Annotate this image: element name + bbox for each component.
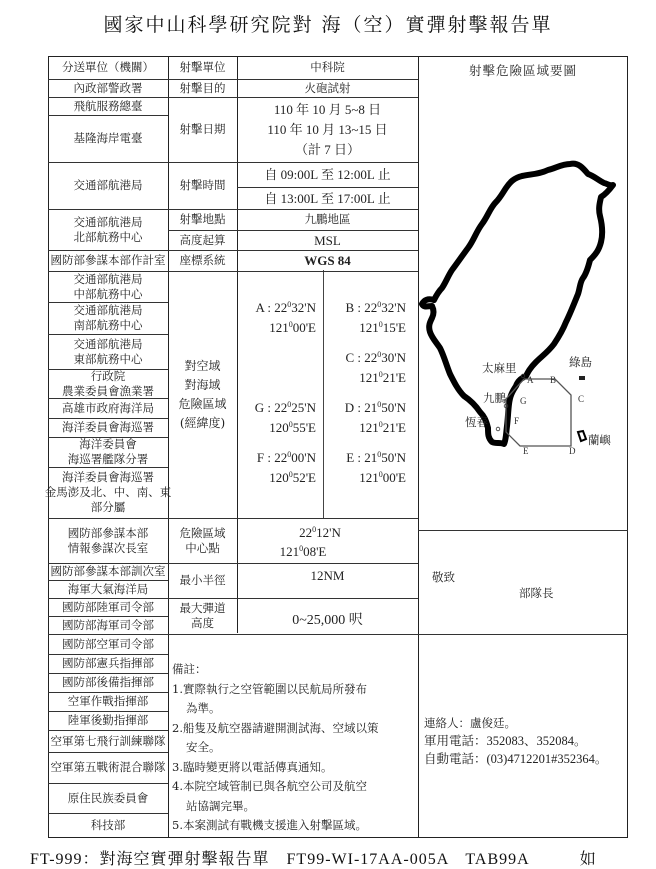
lon-min: 21'E (382, 370, 406, 385)
map-point-B: B (550, 375, 557, 385)
point-id: D (344, 400, 355, 415)
map-title: 射擊危險區域要圖 (468, 63, 577, 78)
date-total: （計 7 日） (294, 141, 360, 157)
purpose-label: 射擊目的 (179, 80, 226, 95)
altitude-ref-value: MSL (314, 232, 341, 248)
max-altitude-value: 0~25,000 呎 (292, 612, 363, 628)
unit-value: 中科院 (310, 60, 345, 74)
lat-min: 32'N (381, 300, 406, 315)
dist-unit (48, 369, 168, 398)
location-label: 射擊地點 (179, 212, 226, 226)
dist-unit (48, 271, 168, 302)
dist-unit-line: 海巡署艦隊分署 (67, 452, 149, 466)
remark-item: 3.臨時變更將以電話傳真通知。 (172, 759, 333, 774)
dist-unit-line: 海洋委員會海巡署 (62, 470, 154, 484)
date-line-1: 110 年 10 月 5~8 日 (273, 101, 382, 117)
lat-min: 50'N (381, 400, 406, 415)
lat-deg: 22 (364, 350, 378, 365)
coord-point-F: F : $22^000'N$ $120^052'E$ (256, 450, 316, 485)
lat-min: 30'N (381, 350, 406, 365)
remark-item: 4.本院空域管制已與各航空公司及航空 (172, 779, 367, 793)
lon-deg: 120 (269, 470, 289, 485)
dist-unit: 國防部後備指揮部 (62, 675, 154, 689)
remark-item: 2.船隻及航空器請避開測試海、空域以策 (172, 720, 379, 735)
coord-col-divider (323, 270, 324, 518)
lat-deg: 21 (364, 400, 378, 415)
contact-person: 連絡人：盧俊廷。 (424, 716, 516, 730)
point-id: C (345, 350, 355, 365)
lon-min: 55'E (292, 420, 316, 435)
map-label-jiupeng: 九鵬 (483, 391, 506, 405)
point-id: E (346, 450, 355, 465)
altitude-ref-label: 高度起算 (179, 232, 226, 247)
date-line-2: 110 年 10 月 13~15 日 (267, 121, 388, 137)
point-id: F (256, 450, 265, 465)
row-line (418, 530, 628, 531)
document-title: 國家中山科學研究院對 海（空）實彈射擊報告單 (103, 14, 553, 36)
center-lon: $121^008'E$ (279, 544, 327, 559)
max-alt-label-line: 最大彈道 (179, 601, 226, 615)
dist-unit: 國防部海軍司令部 (62, 617, 154, 632)
dist-unit: 海洋委員會海巡署 (62, 420, 154, 434)
dist-unit: 交通部航港局 (73, 178, 143, 192)
dist-unit-line: 金馬澎及北、中、南、東 (44, 485, 172, 499)
dist-unit-line: 部分屬 (90, 500, 126, 514)
dist-unit-line: 國防部參謀本部 (67, 525, 149, 540)
dist-unit-line: 東部航務中心 (73, 351, 143, 366)
map-point-F: F (514, 416, 520, 426)
map-point-D: D (569, 446, 576, 456)
map-point-C: C (578, 394, 585, 404)
center-lon-deg: 121 (279, 544, 300, 559)
dist-unit: 基隆海岸電臺 (73, 131, 143, 145)
map-label-taimali: 太麻里 (482, 361, 517, 375)
dist-unit (48, 209, 168, 250)
salutation-recipient: 部隊長 (519, 586, 554, 600)
dist-unit: 國防部陸軍司令部 (62, 599, 154, 614)
min-radius-label: 最小半徑 (179, 573, 226, 587)
row-line (418, 634, 628, 635)
dist-unit (48, 302, 168, 334)
dist-unit: 飛航服務總臺 (73, 98, 143, 113)
coord-system-label: 座標系統 (179, 253, 226, 267)
lon-deg: 121 (359, 370, 379, 385)
remarks (172, 660, 418, 836)
point-id: A (255, 300, 265, 315)
danger-zone-polygon (506, 379, 571, 446)
dist-unit (48, 518, 168, 563)
lon-deg: 121 (359, 320, 379, 335)
col-divider-1b (168, 633, 169, 838)
dist-unit-line: 交通部航港局 (73, 214, 143, 229)
dist-unit: 科技部 (90, 818, 126, 832)
salutation-respect: 敬致 (432, 570, 455, 584)
remark-item-cont: 為準。 (186, 701, 221, 715)
lat-deg: 22 (274, 400, 288, 415)
remarks-heading: 備註： (172, 662, 207, 676)
center-lat: $22^012'N$ (299, 525, 341, 540)
remark-item: 5.本案測試有戰機支援進入射擊區域。 (172, 818, 367, 832)
dist-unit: 國防部參謀本部訓次室 (50, 564, 166, 578)
dist-unit: 國防部空軍司令部 (62, 636, 154, 651)
dist-unit: 內政部警政署 (73, 80, 143, 95)
dist-unit: 陸軍後勤指揮部 (67, 713, 149, 727)
remark-item-cont: 站協調完畢。 (186, 798, 255, 813)
lon-deg: 120 (269, 420, 289, 435)
map-point-A: A (527, 375, 534, 385)
dist-unit (48, 437, 168, 467)
danger-zone-label-line: 危險區域 (178, 396, 227, 411)
lat-min: 25'N (291, 400, 316, 415)
map-label-orchid-island: 蘭嶼 (588, 433, 611, 447)
location-value: 九鵬地區 (304, 212, 351, 226)
lon-min: 52'E (292, 470, 316, 485)
time-slot-1: 自 09:00L 至 12:00L 止 (264, 167, 391, 182)
lon-deg: 121 (359, 470, 379, 485)
orchid-island-shape (578, 431, 586, 441)
danger-zone-map (418, 56, 628, 530)
dist-unit-line: 情報參謀次長室 (67, 540, 149, 555)
center-label-line: 中心點 (185, 540, 220, 555)
contact-info (424, 714, 607, 768)
point-id: B (345, 300, 355, 315)
green-island-shape (579, 376, 585, 380)
dist-unit-line: 交通部航港局 (73, 336, 143, 351)
remark-item: 1.實際執行之空管範圍以民航局所發布 (172, 681, 367, 696)
dist-unit-line: 海洋委員會 (79, 437, 137, 451)
dist-unit: 空軍作戰指揮部 (67, 694, 149, 708)
dist-unit: 原住民族委員會 (67, 790, 149, 805)
remark-item-cont: 安全。 (186, 740, 221, 754)
coord-point-A: A : $22^032'N$ $121^000'E$ (255, 300, 316, 335)
form-footer: FT-999：對海空實彈射擊報告單 FT99-WI-17AA-005A TAB99A 如 (30, 851, 597, 868)
dist-unit (48, 334, 168, 369)
taiwan-outline (422, 164, 613, 444)
coord-point-E: E : $21^050'N$ $121^000'E$ (346, 450, 406, 485)
dist-unit: 國防部參謀本部作計室 (50, 253, 166, 267)
auto-phone: 自動電話：(03)4712201#352364。 (424, 752, 608, 766)
dist-unit (40, 467, 176, 518)
map-point-E: E (523, 446, 529, 456)
dist-unit-line: 交通部航港局 (73, 271, 143, 286)
lon-min: 21'E (382, 420, 406, 435)
hengchun-marker (496, 427, 500, 431)
dist-unit-line: 行政院 (90, 368, 126, 383)
coord-point-G: G : $22^025'N$ $120^055'E$ (254, 400, 316, 435)
danger-zone-label (168, 271, 237, 518)
lat-deg: 22 (364, 300, 378, 315)
danger-zone-label-line: (經緯度) (179, 415, 226, 430)
min-radius-value: 12NM (310, 567, 345, 583)
coord-point-C: C : $22^030'N$ $121^021'E$ (345, 350, 406, 385)
dist-unit-line: 交通部航港局 (73, 303, 143, 317)
military-phone: 軍用電話：352083、352084。 (424, 734, 587, 748)
center-label (168, 518, 237, 563)
max-altitude-label (168, 598, 237, 634)
dist-unit-line: 農業委員會漁業署 (62, 383, 154, 398)
date-value (237, 97, 418, 162)
time-slot-2: 自 13:00L 至 17:00L 止 (264, 190, 391, 206)
coord-point-D: D : $21^050'N$ $121^021'E$ (344, 400, 406, 435)
row-line (168, 634, 418, 635)
lon-min: 00'E (382, 470, 406, 485)
lat-deg: 21 (364, 450, 378, 465)
unit-label: 射擊單位 (179, 60, 226, 74)
dist-unit-line: 北部航務中心 (73, 229, 143, 244)
lat-deg: 22 (274, 450, 288, 465)
lat-min: 00'N (291, 450, 316, 465)
point-id: G (254, 400, 265, 415)
lon-deg: 121 (359, 420, 379, 435)
lat-min: 32'N (291, 300, 316, 315)
time-label: 射擊時間 (179, 178, 226, 192)
lat-deg: 22 (274, 300, 288, 315)
danger-zone-label-line: 對海域 (184, 377, 221, 392)
distribution-header: 分送單位（機關） (62, 60, 154, 74)
center-lon-min: 08'E (303, 544, 327, 559)
dist-unit-line: 南部航務中心 (73, 318, 143, 332)
coord-point-B: B : $22^032'N$ $121^015'E$ (345, 300, 406, 335)
lat-min: 50'N (381, 450, 406, 465)
lon-min: 15'E (382, 320, 406, 335)
lon-deg: 121 (269, 320, 289, 335)
max-alt-label-line: 高度 (191, 616, 214, 630)
purpose-value: 火砲試射 (304, 80, 351, 95)
lon-min: 00'E (292, 320, 316, 335)
map-point-G: G (520, 396, 527, 406)
dist-unit: 空軍第五戰術混合聯隊 (50, 760, 166, 774)
dist-unit: 高雄市政府海洋局 (62, 400, 154, 415)
coord-system-value: WGS 84 (304, 253, 351, 268)
dist-unit: 海軍大氣海洋局 (67, 581, 149, 596)
center-lat-min: 12'N (316, 525, 341, 540)
dist-unit: 空軍第七飛行訓練聯隊 (50, 733, 166, 748)
center-label-line: 危險區域 (179, 525, 226, 540)
dist-unit-line: 中部航務中心 (73, 286, 143, 301)
center-lat-deg: 22 (299, 525, 313, 540)
dist-unit: 國防部憲兵指揮部 (62, 656, 154, 670)
danger-zone-label-line: 對空域 (184, 358, 221, 373)
map-label-green-island: 綠島 (569, 355, 592, 369)
date-label: 射擊日期 (179, 122, 226, 136)
map-label-hengchun: 恆春 (465, 415, 488, 429)
